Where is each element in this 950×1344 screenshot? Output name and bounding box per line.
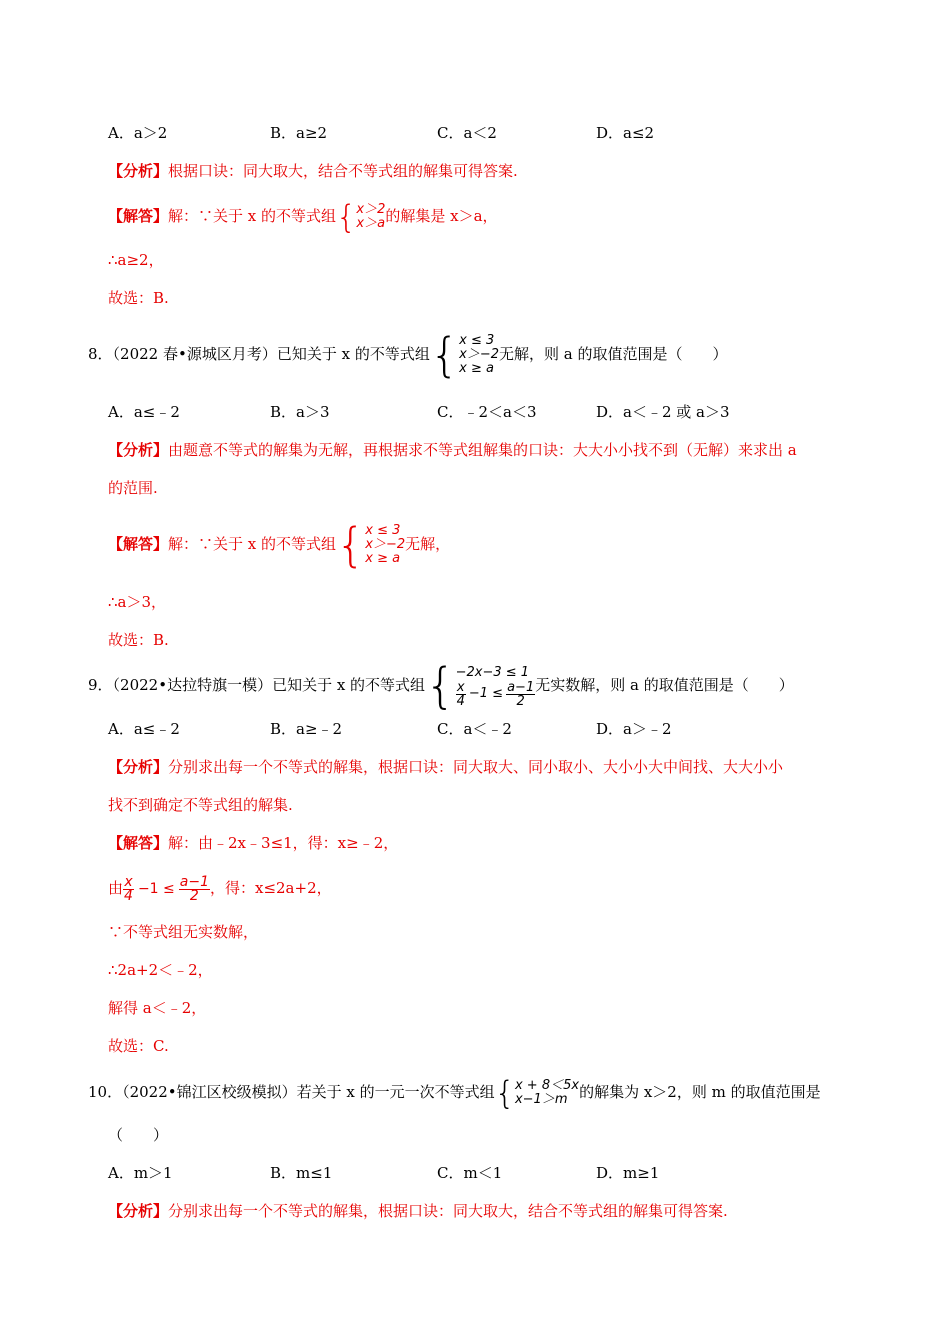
q10-choice-d: D．m≥1 [596, 1164, 660, 1182]
analysis-tag: 【分析】 [108, 1202, 169, 1220]
fraction-numerator: x [456, 679, 465, 695]
q9-step: ∴2a+2＜﹣2， [108, 961, 213, 979]
q8-analysis-cont: 的范围. [108, 479, 158, 497]
q9-analysis [108, 757, 783, 777]
q10-answer-paren: （ ） [108, 1126, 169, 1144]
inequality-system: { −2x−3 ≤ 1 $\frac{x}{4}$ −1 ≤ $\frac{a-1}{2}$ [425, 658, 535, 714]
answer-tag: 【解答】 [108, 834, 169, 852]
fraction-numerator: x [124, 873, 133, 890]
q9-choice-b: B．a≥﹣2 [270, 720, 343, 738]
answer-text: 解：∵关于 x 的不等式组 [168, 535, 337, 553]
system-row: x ≤ 3 [365, 523, 401, 538]
system-row: x−1＞m [514, 1092, 568, 1107]
system-row: x + 8＜5x [514, 1078, 580, 1093]
q8-final: 故选：B. [108, 631, 169, 649]
answer-tag: 【解答】 [108, 535, 169, 553]
fraction-numerator: a−1 [179, 873, 209, 890]
q9-choice-d: D．a＞﹣2 [596, 720, 672, 738]
system-row: x ≥ a [459, 361, 494, 376]
q9-stem [88, 658, 794, 714]
fraction-denominator: 2 [516, 693, 525, 709]
system-row: x＞−2 [459, 347, 499, 362]
q10-analysis [108, 1201, 728, 1221]
q7-choice-b: B．a≥2 [270, 124, 328, 142]
q8-step: ∴a＞3， [108, 593, 167, 611]
question-head: 10．（2022•锦江区校级模拟）若关于 x 的一元一次不等式组 [88, 1083, 495, 1101]
answer-text: ，得：x≤2a+2， [209, 879, 332, 897]
q7-analysis [108, 161, 518, 181]
q8-analysis [108, 440, 797, 460]
q9-analysis-cont: 找不到确定不等式组的解集. [108, 796, 293, 814]
q7-choice-d: D．a≤2 [596, 124, 655, 142]
system-row: x ≤ 3 [459, 333, 495, 348]
analysis-text: 由题意不等式的解集为无解，再根据求不等式组解集的口诀：大大小小找不到（无解）来求出 a [168, 441, 797, 459]
fraction-denominator: 2 [189, 887, 199, 904]
answer-text: 无解， [405, 535, 451, 553]
question-tail: 无解，则 a 的取值范围是（ ） [498, 345, 728, 363]
fraction-denominator: 4 [124, 887, 133, 904]
answer-text: 的解集是 x＞a， [385, 207, 498, 225]
fraction-denominator: 4 [456, 693, 465, 709]
analysis-tag: 【分析】 [108, 162, 169, 180]
question-tail: 无实数解，则 a 的取值范围是（ ） [535, 676, 794, 694]
inequality-system: { x ≤ 3 x＞−2 x ≥ a [429, 328, 499, 382]
q10-choice-a: A．m＞1 [108, 1164, 173, 1182]
q9-choice-a: A．a≤﹣2 [108, 720, 180, 738]
inequality-system: { x＞2 x＞a [336, 198, 386, 236]
q9-choice-c: C．a＜﹣2 [437, 720, 512, 738]
answer-text: 由 [108, 879, 124, 897]
q7-step: ∴a≥2， [108, 251, 164, 269]
question-head: 9．（2022•达拉特旗一模）已知关于 x 的不等式组 [88, 676, 426, 694]
q8-choice-a: A．a≤﹣2 [108, 403, 180, 421]
q10-choice-b: B．m≤1 [270, 1164, 333, 1182]
inequality-middle: −1 ≤ [468, 686, 504, 701]
system-row: x ≥ a [365, 551, 401, 566]
analysis-tag: 【分析】 [108, 758, 169, 776]
q8-choice-b: B．a＞3 [270, 403, 330, 421]
system-row: x＞a [356, 216, 386, 231]
question-head: 8．（2022 春•源城区月考）已知关于 x 的不等式组 [88, 345, 430, 363]
analysis-text: 分别求出每一个不等式的解集，根据口诀：同大取大，结合不等式组的解集可得答案. [168, 1202, 728, 1220]
inequality-system: { x + 8＜5x x−1＞m [494, 1074, 580, 1112]
q9-answer [108, 833, 398, 853]
answer-text: 解：由﹣2x﹣3≤1，得：x≥﹣2， [168, 834, 399, 852]
q10-stem [88, 1074, 821, 1110]
q8-choice-d: D．a＜﹣2 或 a＞3 [596, 403, 730, 421]
q7-choice-a: A．a＞2 [108, 124, 168, 142]
q8-choice-c: C．﹣2＜a＜3 [437, 403, 537, 421]
q9-step: ∵不等式组无实数解， [108, 923, 259, 941]
q9-answer-line2 [108, 868, 332, 909]
system-row: x＞2 [356, 202, 386, 217]
question-tail: 的解集为 x＞2，则 m 的取值范围是 [579, 1083, 821, 1101]
q10-choice-c: C．m＜1 [437, 1164, 503, 1182]
q7-final: 故选：B. [108, 289, 169, 307]
answer-tag: 【解答】 [108, 207, 169, 225]
q9-step: 解得 a＜﹣2， [108, 999, 207, 1017]
q7-answer [108, 198, 498, 236]
system-row [456, 681, 536, 708]
answer-text: 解：∵关于 x 的不等式组 [168, 207, 337, 225]
q9-final: 故选：C. [108, 1037, 169, 1055]
analysis-text: 根据口诀：同大取大，结合不等式组的解集可得答案. [168, 162, 518, 180]
q7-choice-c: C．a＜2 [437, 124, 497, 142]
inequality-system: { x ≤ 3 x＞−2 x ≥ a [336, 518, 406, 572]
system-row: −2x−3 ≤ 1 [455, 664, 530, 680]
system-row: x＞−2 [365, 537, 406, 552]
inequality-middle: −1 ≤ [137, 881, 175, 897]
q8-stem [88, 328, 728, 382]
fraction-numerator: a−1 [507, 679, 535, 695]
q8-answer [108, 518, 451, 572]
analysis-tag: 【分析】 [108, 441, 169, 459]
analysis-text: 分别求出每一个不等式的解集，根据口诀：同大取大、同小取小、大小小大中间找、大大小小 [168, 758, 784, 776]
